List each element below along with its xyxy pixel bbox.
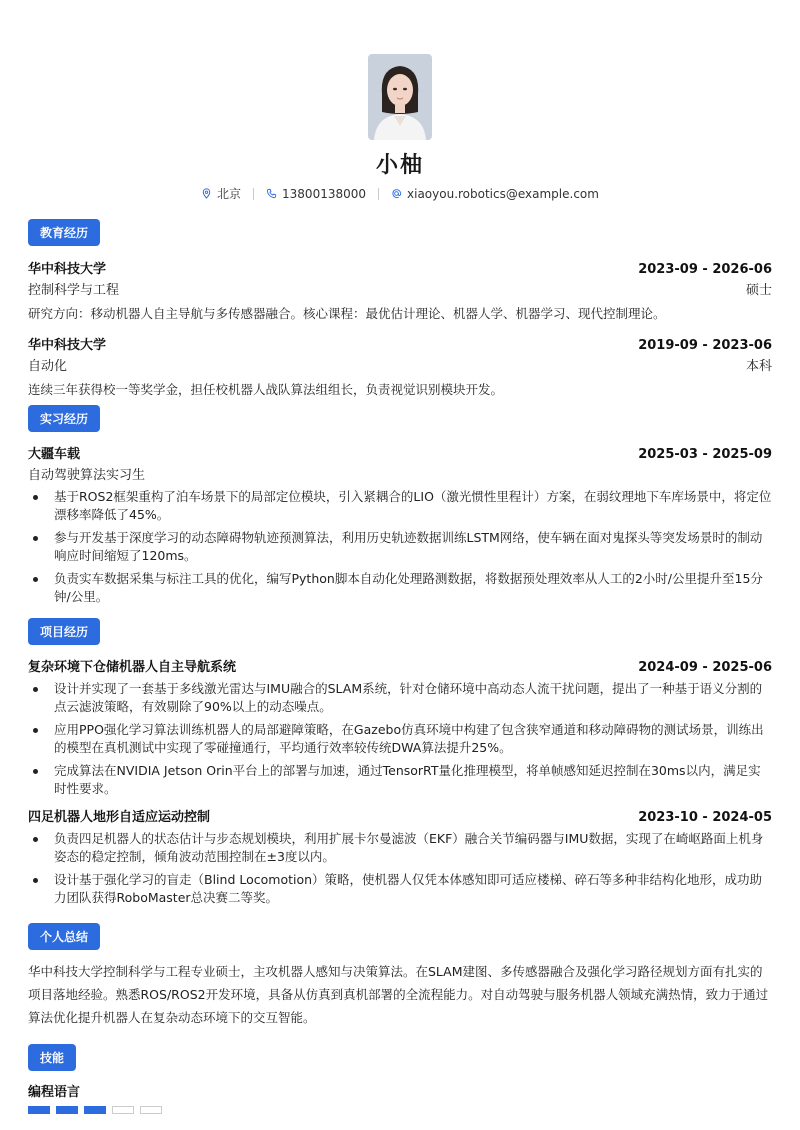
location-item [201, 185, 241, 202]
internship-bullets [28, 488, 772, 606]
internship-role: 自动驾驶算法实习生 [28, 468, 146, 483]
education-section [28, 219, 772, 400]
projects-section [28, 618, 772, 912]
major: 控制科学与工程 [28, 283, 120, 298]
skill-group-title: 编程语言 [28, 1085, 81, 1100]
education-period: 2019-09 - 2023-06 [638, 338, 772, 353]
list-item: 应用PPO强化学习算法训练机器人的局部避障策略，在Gazebo仿真环境中构建了包含狭窄通道和移动障碍物的测试场景，训练出的模型在真机测试中实现了零碰撞通行，平均通行效率较传统DWA算法提升25%。 [28, 721, 772, 757]
project-period: 2024-09 - 2025-06 [638, 660, 772, 675]
section-title-summary: 个人总结 [28, 923, 100, 950]
skill-level-segment [84, 1106, 106, 1114]
project-period: 2023-10 - 2024-05 [638, 810, 772, 825]
list-item: 负责实车数据采集与标注工具的优化，编写Python脚本自动化处理路测数据，将数据预处理效率从人工的2小时/公里提升至15分钟/公里。 [28, 570, 772, 606]
phone-text: 13800138000 [282, 186, 367, 201]
project-entry [28, 656, 772, 798]
internship-section [28, 405, 772, 611]
education-period: 2023-09 - 2026-06 [638, 262, 772, 277]
degree: 硕士 [745, 283, 772, 298]
education-entry [28, 258, 772, 324]
list-item: 负责四足机器人的状态估计与步态规划模块，利用扩展卡尔曼滤波（EKF）融合关节编码器与IMU数据，实现了在崎岖路面上机身姿态的稳定控制，倾角波动范围控制在±3度以内。 [28, 830, 772, 866]
skill-level-bar [28, 1106, 772, 1114]
location-pin-icon [201, 188, 212, 199]
list-item: 设计基于强化学习的盲走（Blind Locomotion）策略，使机器人仅凭本体感知即可适应楼梯、碎石等多种非结构化地形，成功助力团队获得RoboMaster总决赛二等奖。 [28, 871, 772, 907]
phone-icon [266, 188, 277, 199]
internship-entry [28, 443, 772, 606]
list-item: 完成算法在NVIDIA Jetson Orin平台上的部署与加速，通过TensorRT量化推理模型，将单帧感知延迟控制在30ms以内，满足实时性要求。 [28, 762, 772, 798]
company-name: 大疆车载 [28, 447, 81, 462]
internship-period: 2025-03 - 2025-09 [638, 447, 772, 462]
location-text: 北京 [217, 187, 242, 201]
section-title-education: 教育经历 [28, 219, 100, 246]
project-title: 复杂环境下仓储机器人自主导航系统 [28, 660, 237, 675]
contact-divider [378, 188, 379, 200]
section-title-skills: 技能 [28, 1044, 76, 1071]
section-title-internship: 实习经历 [28, 405, 100, 432]
phone-item [266, 187, 366, 201]
project-bullets [28, 680, 772, 798]
education-description: 研究方向：移动机器人自主导航与多传感器融合。核心课程：最优估计理论、机器人学、机器学习、现代控制理论。 [28, 306, 666, 321]
skill-level-segment [56, 1106, 78, 1114]
degree: 本科 [745, 359, 772, 374]
skill-level-segment [112, 1106, 134, 1114]
email-item [391, 187, 599, 201]
project-title: 四足机器人地形自适应运动控制 [28, 810, 211, 825]
section-title-projects: 项目经历 [28, 618, 100, 645]
summary-text: 华中科技大学控制科学与工程专业硕士，主攻机器人感知与决策算法。在SLAM建图、多传感器融合及强化学习路径规划方面有扎实的项目落地经验。熟悉ROS/ROS2开发环境，具备从仿真到真机部署的全流程能力。对自动驾驶与服务机器人领域充满热情，致力于通过算法优化提升机器人在复杂动态环境下的交互智能。 [28, 964, 769, 1025]
education-description: 连续三年获得校一等奖学金，担任校机器人战队算法组组长，负责视觉识别模块开发。 [28, 382, 504, 397]
list-item: 设计并实现了一套基于多线激光雷达与IMU融合的SLAM系统，针对仓储环境中高动态人流干扰问题，提出了一种基于语义分割的点云滤波策略，有效剔除了90%以上的动态噪点。 [28, 680, 772, 716]
project-bullets [28, 830, 772, 907]
list-item: 参与开发基于深度学习的动态障碍物轨迹预测算法，利用历史轨迹数据训练LSTM网络，使车辆在面对鬼探头等突发场景时的制动响应时间缩短了120ms。 [28, 529, 772, 565]
contact-info [28, 185, 772, 202]
at-sign-icon [391, 188, 402, 199]
profile-photo [368, 54, 432, 140]
major: 自动化 [28, 359, 68, 374]
school-name: 华中科技大学 [28, 338, 107, 353]
skill-level-segment [28, 1106, 50, 1114]
project-entry [28, 806, 772, 907]
email-text: xiaoyou.robotics@example.com [407, 186, 599, 201]
skills-section [28, 1044, 772, 1114]
candidate-name: 小柚 [375, 153, 424, 178]
contact-divider [253, 188, 254, 200]
list-item: 基于ROS2框架重构了泊车场景下的局部定位模块，引入紧耦合的LIO（激光惯性里程计）方案，在弱纹理地下车库场景中，将定位漂移率降低了45%。 [28, 488, 772, 524]
summary-section [28, 923, 772, 1029]
school-name: 华中科技大学 [28, 262, 107, 277]
skill-level-segment [140, 1106, 162, 1114]
education-entry [28, 334, 772, 400]
resume-header [28, 0, 772, 202]
